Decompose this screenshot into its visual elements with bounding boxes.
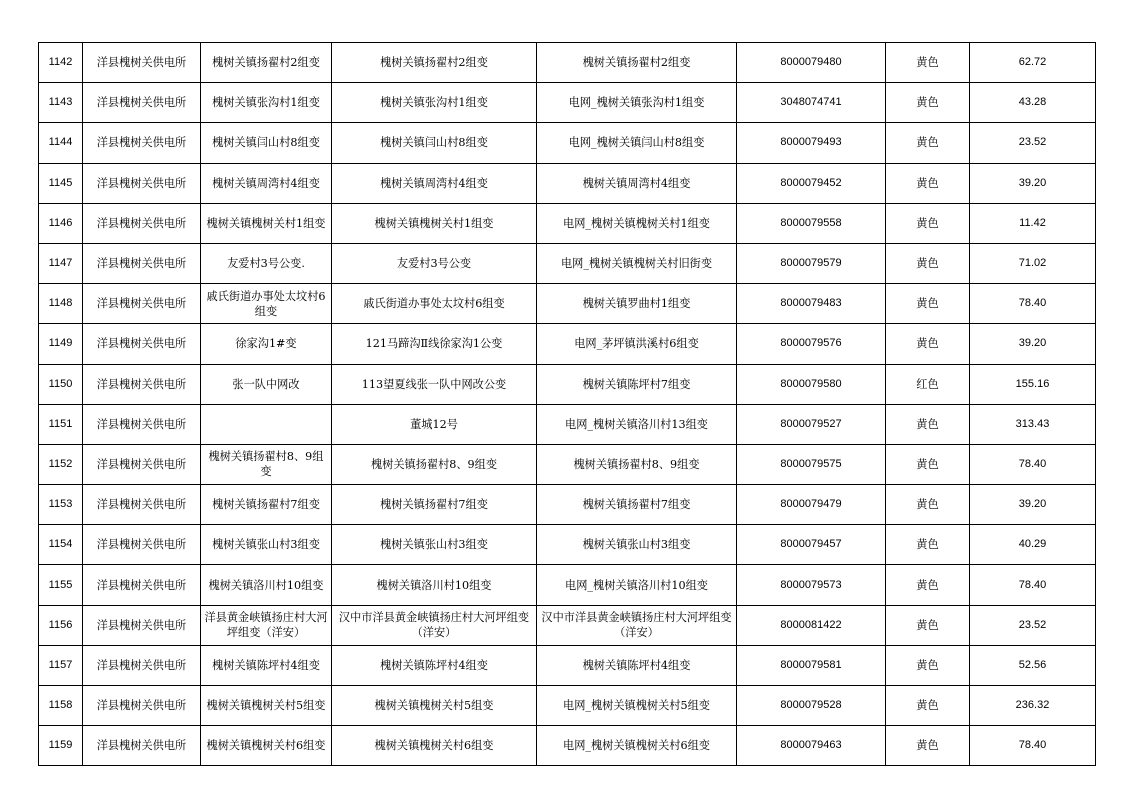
row-number-cell: 1156 bbox=[39, 605, 83, 645]
amount-cell: 71.02 bbox=[970, 243, 1096, 283]
transformer-name-cell: 友爱村3号公变. bbox=[201, 243, 332, 283]
transformer-name-cell: 槐树关镇扬翟村7组变 bbox=[201, 485, 332, 525]
warning-level-cell: 黄色 bbox=[886, 83, 970, 123]
warning-level-cell: 黄色 bbox=[886, 686, 970, 726]
asset-name-cell: 槐树关镇闫山村8组变 bbox=[332, 123, 537, 163]
table-row bbox=[39, 565, 1096, 605]
grid-name-cell: 槐树关镇罗曲村1组变 bbox=[537, 284, 737, 324]
station-cell: 洋县槐树关供电所 bbox=[83, 123, 201, 163]
station-cell: 洋县槐树关供电所 bbox=[83, 525, 201, 565]
amount-cell: 11.42 bbox=[970, 203, 1096, 243]
meter-id-cell: 8000079457 bbox=[737, 525, 886, 565]
warning-level-cell: 黄色 bbox=[886, 123, 970, 163]
table-row bbox=[39, 404, 1096, 444]
row-number-cell: 1144 bbox=[39, 123, 83, 163]
meter-id-cell: 8000079480 bbox=[737, 43, 886, 83]
asset-name-cell: 槐树关镇张山村3组变 bbox=[332, 525, 537, 565]
meter-id-cell: 8000079528 bbox=[737, 686, 886, 726]
asset-name-cell: 戚氏街道办事处太坟村6组变 bbox=[332, 284, 537, 324]
amount-cell: 39.20 bbox=[970, 324, 1096, 364]
station-cell: 洋县槐树关供电所 bbox=[83, 605, 201, 645]
asset-name-cell: 友爱村3号公变 bbox=[332, 243, 537, 283]
amount-cell: 52.56 bbox=[970, 645, 1096, 685]
table-row bbox=[39, 203, 1096, 243]
warning-level-cell: 黄色 bbox=[886, 284, 970, 324]
row-number-cell: 1154 bbox=[39, 525, 83, 565]
table-row bbox=[39, 364, 1096, 404]
table-row bbox=[39, 243, 1096, 283]
asset-name-cell: 董城12号 bbox=[332, 404, 537, 444]
asset-name-cell: 槐树关镇张沟村1组变 bbox=[332, 83, 537, 123]
amount-cell: 40.29 bbox=[970, 525, 1096, 565]
warning-level-cell: 黄色 bbox=[886, 726, 970, 766]
transformer-name-cell: 槐树关镇槐树关村6组变 bbox=[201, 726, 332, 766]
meter-id-cell: 8000079479 bbox=[737, 485, 886, 525]
asset-name-cell: 槐树关镇扬翟村8、9组变 bbox=[332, 444, 537, 484]
meter-id-cell: 8000079483 bbox=[737, 284, 886, 324]
amount-cell: 155.16 bbox=[970, 364, 1096, 404]
amount-cell: 23.52 bbox=[970, 123, 1096, 163]
grid-name-cell: 电网_槐树关镇张沟村1组变 bbox=[537, 83, 737, 123]
row-number-cell: 1151 bbox=[39, 404, 83, 444]
grid-name-cell: 电网_槐树关镇槐树关村6组变 bbox=[537, 726, 737, 766]
warning-level-cell: 黄色 bbox=[886, 163, 970, 203]
asset-name-cell: 槐树关镇槐树关村1组变 bbox=[332, 203, 537, 243]
row-number-cell: 1152 bbox=[39, 444, 83, 484]
grid-name-cell: 槐树关镇陈坪村7组变 bbox=[537, 364, 737, 404]
meter-id-cell: 8000079463 bbox=[737, 726, 886, 766]
grid-name-cell: 槐树关镇扬翟村7组变 bbox=[537, 485, 737, 525]
meter-id-cell: 8000079527 bbox=[737, 404, 886, 444]
warning-level-cell: 黄色 bbox=[886, 444, 970, 484]
grid-name-cell: 槐树关镇扬翟村2组变 bbox=[537, 43, 737, 83]
transformer-name-cell: 槐树关镇扬翟村2组变 bbox=[201, 43, 332, 83]
warning-level-cell: 黄色 bbox=[886, 203, 970, 243]
meter-id-cell: 8000079575 bbox=[737, 444, 886, 484]
station-cell: 洋县槐树关供电所 bbox=[83, 726, 201, 766]
grid-name-cell: 槐树关镇张山村3组变 bbox=[537, 525, 737, 565]
warning-level-cell: 黄色 bbox=[886, 565, 970, 605]
station-cell: 洋县槐树关供电所 bbox=[83, 404, 201, 444]
row-number-cell: 1149 bbox=[39, 324, 83, 364]
warning-level-cell: 黄色 bbox=[886, 243, 970, 283]
asset-name-cell: 槐树关镇槐树关村5组变 bbox=[332, 686, 537, 726]
table-row bbox=[39, 645, 1096, 685]
row-number-cell: 1148 bbox=[39, 284, 83, 324]
asset-name-cell: 槐树关镇扬翟村2组变 bbox=[332, 43, 537, 83]
amount-cell: 78.40 bbox=[970, 726, 1096, 766]
grid-name-cell: 汉中市洋县黄金峡镇扬庄村大河坪组变（洋安） bbox=[537, 605, 737, 645]
asset-name-cell: 槐树关镇洛川村10组变 bbox=[332, 565, 537, 605]
warning-level-cell: 红色 bbox=[886, 364, 970, 404]
station-cell: 洋县槐树关供电所 bbox=[83, 163, 201, 203]
table-row bbox=[39, 444, 1096, 484]
station-cell: 洋县槐树关供电所 bbox=[83, 645, 201, 685]
table-row bbox=[39, 525, 1096, 565]
row-number-cell: 1153 bbox=[39, 485, 83, 525]
meter-id-cell: 8000079493 bbox=[737, 123, 886, 163]
table-row bbox=[39, 123, 1096, 163]
grid-name-cell: 电网_槐树关镇洛川村13组变 bbox=[537, 404, 737, 444]
row-number-cell: 1158 bbox=[39, 686, 83, 726]
asset-name-cell: 槐树关镇陈坪村4组变 bbox=[332, 645, 537, 685]
grid-name-cell: 槐树关镇陈坪村4组变 bbox=[537, 645, 737, 685]
table-row bbox=[39, 605, 1096, 645]
amount-cell: 78.40 bbox=[970, 444, 1096, 484]
row-number-cell: 1142 bbox=[39, 43, 83, 83]
table-row bbox=[39, 324, 1096, 364]
meter-id-cell: 8000079576 bbox=[737, 324, 886, 364]
row-number-cell: 1145 bbox=[39, 163, 83, 203]
amount-cell: 39.20 bbox=[970, 163, 1096, 203]
transformer-name-cell: 槐树关镇槐树关村5组变 bbox=[201, 686, 332, 726]
station-cell: 洋县槐树关供电所 bbox=[83, 203, 201, 243]
transformer-name-cell: 槐树关镇洛川村10组变 bbox=[201, 565, 332, 605]
station-cell: 洋县槐树关供电所 bbox=[83, 83, 201, 123]
transformer-table bbox=[38, 42, 1096, 766]
table-row bbox=[39, 163, 1096, 203]
warning-level-cell: 黄色 bbox=[886, 43, 970, 83]
table-row bbox=[39, 284, 1096, 324]
table-row bbox=[39, 686, 1096, 726]
transformer-name-cell: 槐树关镇闫山村8组变 bbox=[201, 123, 332, 163]
table-row bbox=[39, 43, 1096, 83]
grid-name-cell: 电网_槐树关镇槐树关村1组变 bbox=[537, 203, 737, 243]
table-row bbox=[39, 83, 1096, 123]
warning-level-cell: 黄色 bbox=[886, 404, 970, 444]
asset-name-cell: 121马蹄沟Ⅱ线徐家沟1公变 bbox=[332, 324, 537, 364]
row-number-cell: 1155 bbox=[39, 565, 83, 605]
asset-name-cell: 槐树关镇槐树关村6组变 bbox=[332, 726, 537, 766]
table-body bbox=[39, 43, 1096, 766]
row-number-cell: 1150 bbox=[39, 364, 83, 404]
meter-id-cell: 8000081422 bbox=[737, 605, 886, 645]
row-number-cell: 1157 bbox=[39, 645, 83, 685]
row-number-cell: 1143 bbox=[39, 83, 83, 123]
transformer-name-cell: 槐树关镇周湾村4组变 bbox=[201, 163, 332, 203]
station-cell: 洋县槐树关供电所 bbox=[83, 686, 201, 726]
meter-id-cell: 8000079581 bbox=[737, 645, 886, 685]
warning-level-cell: 黄色 bbox=[886, 485, 970, 525]
warning-level-cell: 黄色 bbox=[886, 324, 970, 364]
row-number-cell: 1146 bbox=[39, 203, 83, 243]
grid-name-cell: 电网_槐树关镇闫山村8组变 bbox=[537, 123, 737, 163]
table-row bbox=[39, 485, 1096, 525]
transformer-name-cell: 徐家沟1#变 bbox=[201, 324, 332, 364]
amount-cell: 313.43 bbox=[970, 404, 1096, 444]
row-number-cell: 1147 bbox=[39, 243, 83, 283]
station-cell: 洋县槐树关供电所 bbox=[83, 243, 201, 283]
transformer-name-cell: 洋县黄金峡镇扬庄村大河坪组变（洋安） bbox=[201, 605, 332, 645]
asset-name-cell: 槐树关镇周湾村4组变 bbox=[332, 163, 537, 203]
row-number-cell: 1159 bbox=[39, 726, 83, 766]
meter-id-cell: 3048074741 bbox=[737, 83, 886, 123]
amount-cell: 43.28 bbox=[970, 83, 1096, 123]
meter-id-cell: 8000079580 bbox=[737, 364, 886, 404]
transformer-name-cell: 张一队中网改 bbox=[201, 364, 332, 404]
warning-level-cell: 黄色 bbox=[886, 645, 970, 685]
transformer-name-cell: 槐树关镇扬翟村8、9组变 bbox=[201, 444, 332, 484]
amount-cell: 39.20 bbox=[970, 485, 1096, 525]
grid-name-cell: 电网_槐树关镇槐树关村旧街变 bbox=[537, 243, 737, 283]
asset-name-cell: 槐树关镇扬翟村7组变 bbox=[332, 485, 537, 525]
station-cell: 洋县槐树关供电所 bbox=[83, 324, 201, 364]
grid-name-cell: 槐树关镇周湾村4组变 bbox=[537, 163, 737, 203]
asset-name-cell: 113望夏线张一队中网改公变 bbox=[332, 364, 537, 404]
transformer-name-cell bbox=[201, 404, 332, 444]
amount-cell: 78.40 bbox=[970, 565, 1096, 605]
amount-cell: 78.40 bbox=[970, 284, 1096, 324]
station-cell: 洋县槐树关供电所 bbox=[83, 485, 201, 525]
station-cell: 洋县槐树关供电所 bbox=[83, 284, 201, 324]
transformer-name-cell: 槐树关镇槐树关村1组变 bbox=[201, 203, 332, 243]
amount-cell: 23.52 bbox=[970, 605, 1096, 645]
meter-id-cell: 8000079579 bbox=[737, 243, 886, 283]
grid-name-cell: 槐树关镇扬翟村8、9组变 bbox=[537, 444, 737, 484]
warning-level-cell: 黄色 bbox=[886, 605, 970, 645]
meter-id-cell: 8000079558 bbox=[737, 203, 886, 243]
table-row bbox=[39, 726, 1096, 766]
amount-cell: 62.72 bbox=[970, 43, 1096, 83]
grid-name-cell: 电网_茅坪镇洪溪村6组变 bbox=[537, 324, 737, 364]
transformer-name-cell: 戚氏街道办事处太坟村6组变 bbox=[201, 284, 332, 324]
asset-name-cell: 汉中市洋县黄金峡镇扬庄村大河坪组变（洋安） bbox=[332, 605, 537, 645]
transformer-name-cell: 槐树关镇陈坪村4组变 bbox=[201, 645, 332, 685]
grid-name-cell: 电网_槐树关镇槐树关村5组变 bbox=[537, 686, 737, 726]
transformer-name-cell: 槐树关镇张山村3组变 bbox=[201, 525, 332, 565]
station-cell: 洋县槐树关供电所 bbox=[83, 364, 201, 404]
warning-level-cell: 黄色 bbox=[886, 525, 970, 565]
meter-id-cell: 8000079573 bbox=[737, 565, 886, 605]
station-cell: 洋县槐树关供电所 bbox=[83, 43, 201, 83]
station-cell: 洋县槐树关供电所 bbox=[83, 444, 201, 484]
grid-name-cell: 电网_槐树关镇洛川村10组变 bbox=[537, 565, 737, 605]
meter-id-cell: 8000079452 bbox=[737, 163, 886, 203]
station-cell: 洋县槐树关供电所 bbox=[83, 565, 201, 605]
amount-cell: 236.32 bbox=[970, 686, 1096, 726]
transformer-name-cell: 槐树关镇张沟村1组变 bbox=[201, 83, 332, 123]
